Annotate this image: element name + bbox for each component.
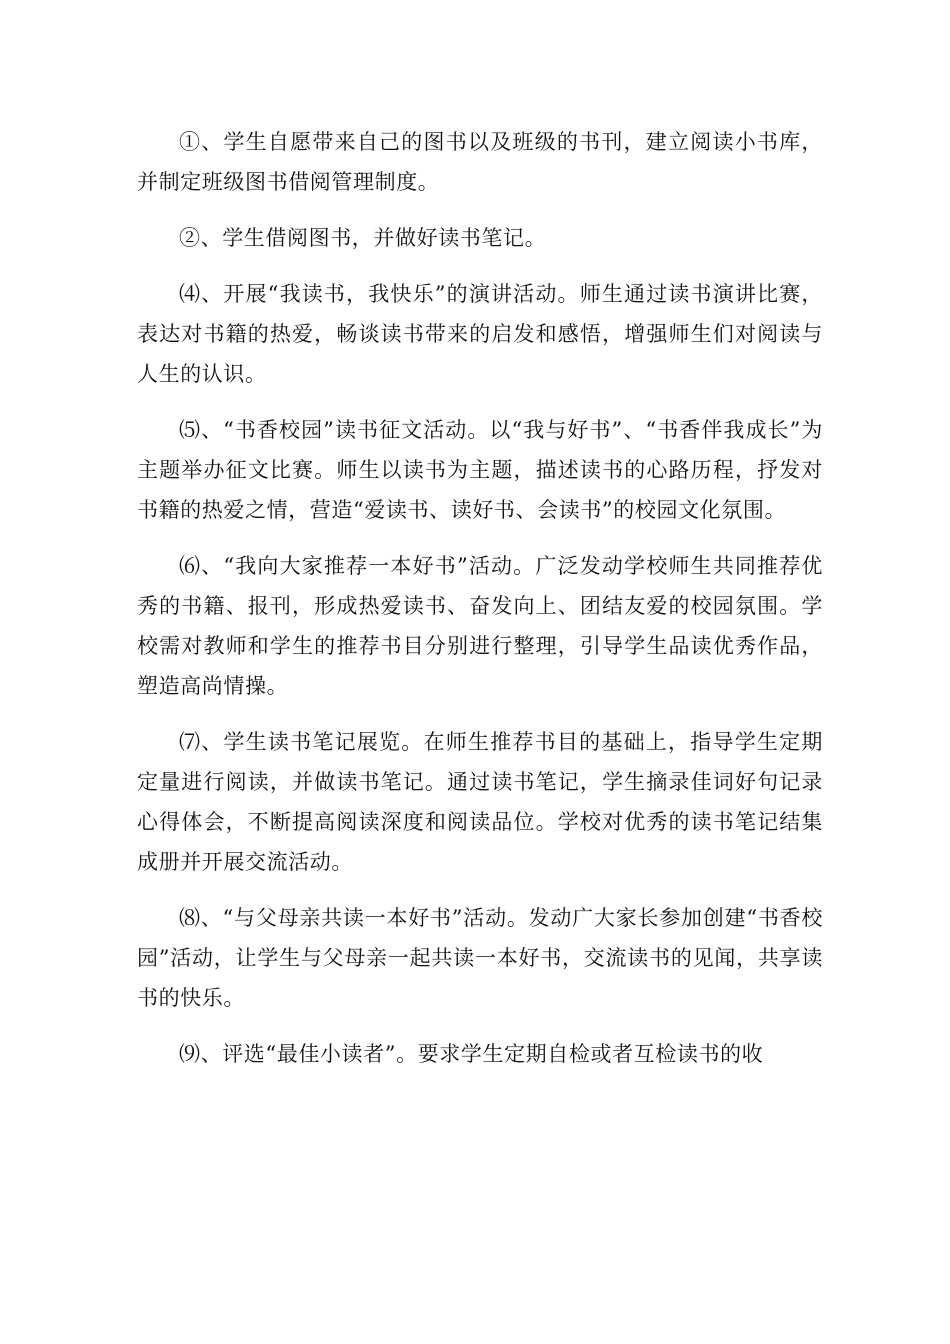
paragraph-5: ⑹、“我向大家推荐一本好书”活动。广泛发动学校师生共同推荐优秀的书籍、报刊，形成热爱读书、奋发向上、团结友爱的校园氛围。学校需对教师和学生的推荐书目分别进行整理，引导学生品读优秀作品，塑造高尚情操。	[137, 554, 823, 698]
paragraph-7: ⑻、“与父母亲共读一本好书”活动。发动广大家长参加创建“书香校园”活动，让学生与父母亲一起共读一本好书，交流读书的见闻，共享读书的快乐。	[137, 906, 823, 1010]
paragraph-3: ⑷、开展“我读书，我快乐”的演讲活动。师生通过读书演讲比赛，表达对书籍的热爱，畅谈读书带来的启发和感悟，增强师生们对阅读与人生的认识。	[137, 282, 823, 386]
paragraph-4: ⑸、“书香校园”读书征文活动。以“我与好书”、“书香伴我成长”为主题举办征文比赛。师生以读书为主题，描述读书的心路历程，抒发对书籍的热爱之情，营造“爱读书、读好书、会读书”的校园文化氛围。	[137, 418, 823, 522]
paragraph-2: ②、学生借阅图书，并做好读书笔记。	[179, 226, 547, 250]
document-page	[137, 122, 823, 1090]
paragraph-1: ①、学生自愿带来自己的图书以及班级的书刊，建立阅读小书库，并制定班级图书借阅管理制度。	[137, 130, 823, 194]
paragraph-6: ⑺、学生读书笔记展览。在师生推荐书目的基础上，指导学生定期定量进行阅读，并做读书笔记。通过读书笔记，学生摘录佳词好句记录心得体会，不断提高阅读深度和阅读品位。学校对优秀的读书笔记结集成册并开展交流活动。	[137, 730, 823, 874]
paragraph-8: ⑼、评选“最佳小读者”。要求学生定期自检或者互检读书的收	[179, 1042, 764, 1066]
